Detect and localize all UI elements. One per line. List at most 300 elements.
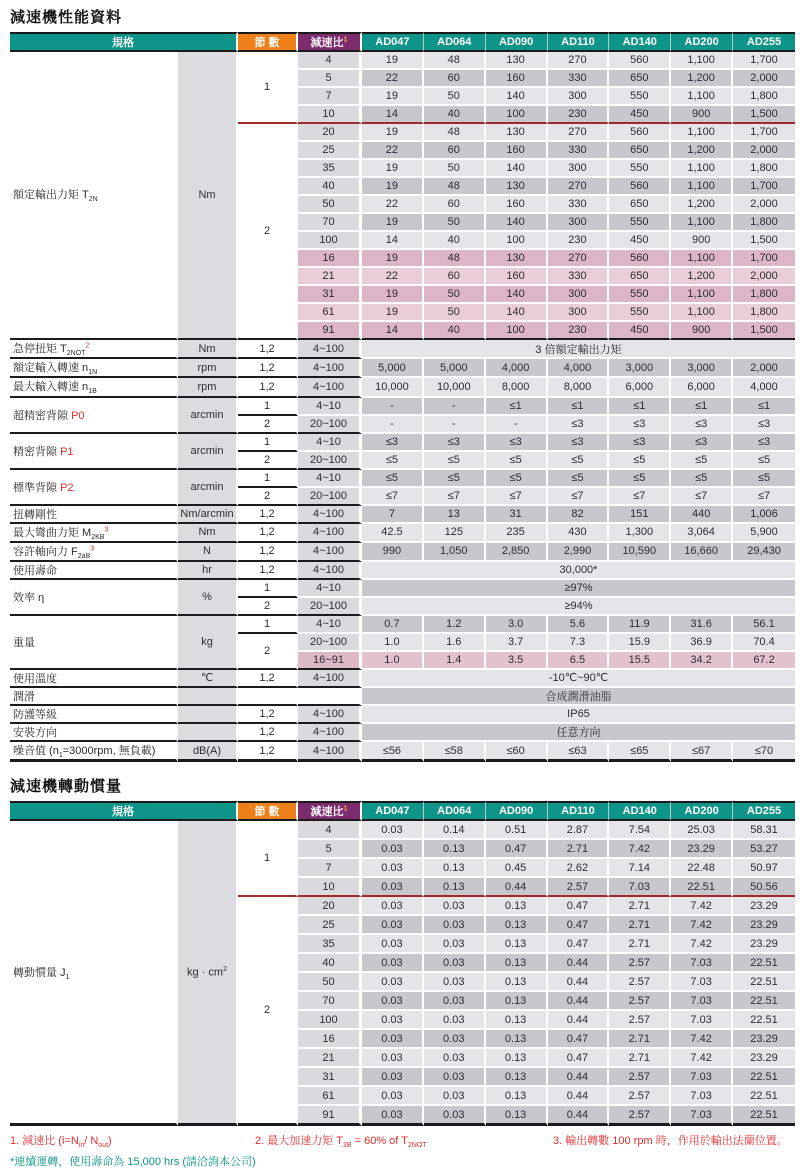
value-cell: 0.47	[486, 840, 548, 859]
value-cell: 140	[486, 160, 548, 178]
spec-label-cell: 最大輸入轉速 $n_{1B}$	[10, 378, 178, 397]
column-header-model-AD064: AD064	[424, 801, 486, 821]
value-cell: 125	[424, 524, 486, 543]
value-cell: ≤3	[424, 434, 486, 452]
value-cell: 1.4	[424, 652, 486, 670]
value-cell: 0.13	[486, 1087, 548, 1106]
value-cell: 2.87	[548, 821, 610, 840]
value-cell: 130	[486, 52, 548, 70]
value-cell: 2.71	[609, 935, 671, 954]
value-cell: 19	[362, 304, 424, 322]
ratio-footnote-marker: 1	[343, 805, 348, 813]
value-cell: 3.7	[486, 634, 548, 652]
value-cell: 22.51	[733, 1011, 795, 1030]
ratio-cell: 100	[298, 1011, 362, 1030]
value-cell: 19	[362, 214, 424, 232]
ratio-cell: 4	[298, 821, 362, 840]
value-cell: 7.42	[671, 916, 733, 935]
value-cell: 82	[548, 506, 610, 524]
unit-cell: Nm	[178, 340, 238, 359]
value-cell: 330	[548, 196, 610, 214]
spec-label-cell: 容許軸向力 $F_{2aB}^3$	[10, 543, 178, 562]
unit-cell: arcmin	[178, 398, 238, 434]
value-cell: 3,064	[671, 524, 733, 543]
value-cell: ≤63	[548, 742, 610, 762]
value-cell: 1,800	[733, 214, 795, 232]
value-cell: 1,100	[671, 214, 733, 232]
value-cell: ≤7	[362, 488, 424, 506]
value-cell: 450	[609, 322, 671, 340]
value-cell: 0.13	[486, 973, 548, 992]
value-cell: 0.03	[424, 1011, 486, 1030]
value-cell: 0.03	[424, 954, 486, 973]
ratio-cell: 4~10	[298, 398, 362, 416]
performance-table-title: 減速機性能資料	[10, 9, 123, 26]
stage-cell: 1,2	[238, 506, 298, 524]
value-cell: 550	[609, 214, 671, 232]
unit-cell: ℃	[178, 670, 238, 688]
ratio-cell: 4~100	[298, 524, 362, 543]
value-cell: 2,850	[486, 543, 548, 562]
value-cell: 560	[609, 124, 671, 142]
value-cell: 6,000	[609, 378, 671, 397]
ratio-cell: 100	[298, 232, 362, 250]
value-cell: -	[424, 416, 486, 434]
value-cell: 0.13	[486, 1106, 548, 1126]
value-cell: 2,000	[733, 359, 795, 378]
value-cell: 40	[424, 232, 486, 250]
ratio-cell: 35	[298, 160, 362, 178]
value-cell: 0.44	[548, 992, 610, 1011]
value-cell: 0.03	[424, 1049, 486, 1068]
value-cell: 0.7	[362, 616, 424, 634]
ratio-cell: 4~10	[298, 434, 362, 452]
value-cell: 270	[548, 52, 610, 70]
value-cell: 0.44	[548, 1106, 610, 1126]
ratio-cell: 4~100	[298, 340, 362, 359]
value-cell: 1.0	[362, 652, 424, 670]
stage-cell: 1	[238, 580, 298, 598]
value-cell: 60	[424, 70, 486, 88]
value-cell: 1,006	[733, 506, 795, 524]
stage-cell	[238, 688, 298, 706]
value-cell: ≤7	[424, 488, 486, 506]
value-cell: 0.03	[362, 859, 424, 878]
unit-cell: Nm	[178, 524, 238, 543]
value-cell: 100	[486, 322, 548, 340]
ratio-cell: 16~91	[298, 652, 362, 670]
value-cell: 160	[486, 70, 548, 88]
stage-cell: 2	[238, 897, 298, 1126]
value-cell: 50	[424, 286, 486, 304]
spec-label-cell: 使用溫度	[10, 670, 178, 688]
column-header-model-AD255: AD255	[733, 32, 795, 52]
value-cell: 2,000	[733, 142, 795, 160]
value-cell: 140	[486, 88, 548, 106]
value-cell: 15.5	[609, 652, 671, 670]
spec-label-cell: 扭轉剛性	[10, 506, 178, 524]
value-cell: 48	[424, 124, 486, 142]
value-cell: 16,660	[671, 543, 733, 562]
value-cell: 550	[609, 160, 671, 178]
value-cell: 2.71	[609, 1049, 671, 1068]
spanning-value-cell: 3 倍額定輸出力矩	[362, 340, 795, 359]
value-cell: 1,200	[671, 70, 733, 88]
value-cell: 0.03	[362, 1106, 424, 1126]
ratio-cell: 91	[298, 1106, 362, 1126]
value-cell: 31.6	[671, 616, 733, 634]
value-cell: 235	[486, 524, 548, 543]
ratio-cell: 20~100	[298, 452, 362, 470]
value-cell: ≤7	[486, 488, 548, 506]
unit-cell: rpm	[178, 378, 238, 397]
value-cell: 2.57	[609, 954, 671, 973]
value-cell: 0.13	[486, 1068, 548, 1087]
value-cell: 1,500	[733, 106, 795, 124]
value-cell: 1,100	[671, 52, 733, 70]
value-cell: 0.03	[362, 954, 424, 973]
value-cell: 300	[548, 304, 610, 322]
value-cell: 130	[486, 124, 548, 142]
value-cell: 0.44	[486, 878, 548, 897]
value-cell: 1,700	[733, 250, 795, 268]
ratio-cell: 16	[298, 1030, 362, 1049]
value-cell: 0.03	[362, 935, 424, 954]
value-cell: 19	[362, 124, 424, 142]
value-cell: -	[424, 398, 486, 416]
value-cell: 0.03	[362, 1030, 424, 1049]
stage-cell: 2	[238, 124, 298, 340]
ratio-footnote-marker: 1	[343, 36, 348, 44]
value-cell: 990	[362, 543, 424, 562]
value-cell: 7.03	[671, 954, 733, 973]
value-cell: 42.5	[362, 524, 424, 543]
value-cell: ≤3	[548, 416, 610, 434]
value-cell: ≤3	[671, 434, 733, 452]
value-cell: 650	[609, 268, 671, 286]
value-cell: 0.13	[424, 840, 486, 859]
value-cell: ≤65	[609, 742, 671, 762]
value-cell: 0.47	[548, 935, 610, 954]
ratio-cell: 50	[298, 973, 362, 992]
value-cell: 22.51	[733, 1106, 795, 1126]
value-cell: 0.13	[486, 897, 548, 916]
ratio-cell: 4~100	[298, 670, 362, 688]
footnote-1: 1. 減速比 ($i=N_{in}/$ $N_{out}$)	[10, 1135, 112, 1150]
value-cell: 140	[486, 286, 548, 304]
value-cell: 0.47	[548, 897, 610, 916]
value-cell: 25.03	[671, 821, 733, 840]
value-cell: 23.29	[733, 1030, 795, 1049]
value-cell: -	[362, 398, 424, 416]
value-cell: ≤5	[424, 452, 486, 470]
value-cell: 0.03	[362, 840, 424, 859]
value-cell: 300	[548, 160, 610, 178]
value-cell: 15.9	[609, 634, 671, 652]
value-cell: 22.48	[671, 859, 733, 878]
ratio-cell: 10	[298, 106, 362, 124]
value-cell: 270	[548, 250, 610, 268]
ratio-cell: 25	[298, 916, 362, 935]
value-cell: 0.13	[486, 916, 548, 935]
stage-cell: 1,2	[238, 543, 298, 562]
column-header-model-AD255: AD255	[733, 801, 795, 821]
value-cell: 40	[424, 322, 486, 340]
stage-cell: 1	[238, 821, 298, 897]
value-cell: 1,100	[671, 160, 733, 178]
value-cell: ≤5	[362, 452, 424, 470]
value-cell: 560	[609, 52, 671, 70]
value-cell: 300	[548, 88, 610, 106]
value-cell: 11.9	[609, 616, 671, 634]
value-cell: 0.14	[424, 821, 486, 840]
value-cell: 1,700	[733, 124, 795, 142]
column-header-model-AD110: AD110	[548, 801, 610, 821]
column-header-stages: 節 數	[238, 32, 298, 52]
inertia-table	[10, 801, 795, 1126]
value-cell: 0.51	[486, 821, 548, 840]
value-cell: 100	[486, 232, 548, 250]
value-cell: 0.13	[486, 1011, 548, 1030]
ratio-cell: 4~100	[298, 359, 362, 378]
value-cell: 19	[362, 286, 424, 304]
value-cell: ≤5	[362, 470, 424, 488]
value-cell: 60	[424, 196, 486, 214]
value-cell: 0.44	[548, 973, 610, 992]
value-cell: 560	[609, 250, 671, 268]
unit-cell: N	[178, 543, 238, 562]
inertia-table-title: 減速機轉動慣量	[10, 778, 123, 796]
value-cell: 550	[609, 286, 671, 304]
ratio-cell: 4~100	[298, 724, 362, 742]
value-cell: 0.13	[424, 859, 486, 878]
value-cell: 7	[362, 506, 424, 524]
value-cell: 0.45	[486, 859, 548, 878]
column-header-ratio	[298, 801, 362, 821]
value-cell: 0.03	[424, 1030, 486, 1049]
stage-cell: 1,2	[238, 724, 298, 742]
column-header-stages: 節 數	[238, 801, 298, 821]
spanning-value-cell: 30,000*	[362, 562, 795, 580]
value-cell: 58.31	[733, 821, 795, 840]
value-cell: 14	[362, 322, 424, 340]
value-cell: 0.13	[486, 954, 548, 973]
value-cell: 1,100	[671, 286, 733, 304]
value-cell: 5,000	[424, 359, 486, 378]
stage-cell: 2	[238, 488, 298, 506]
value-cell: 19	[362, 250, 424, 268]
value-cell: 0.03	[424, 1106, 486, 1126]
value-cell: 48	[424, 52, 486, 70]
value-cell: 160	[486, 268, 548, 286]
stage-cell: 1,2	[238, 562, 298, 580]
value-cell: 7.03	[671, 1087, 733, 1106]
spec-label-cell: 噪音值 ($n_1=3000rpm$, 無負載)	[10, 742, 178, 762]
ratio-cell: 4~100	[298, 742, 362, 762]
value-cell: 550	[609, 304, 671, 322]
unit-cell: Nm/arcmin	[178, 506, 238, 524]
ratio-cell: 21	[298, 268, 362, 286]
value-cell: 0.03	[362, 973, 424, 992]
value-cell: 56.1	[733, 616, 795, 634]
column-header-spec: 規格	[10, 32, 238, 52]
ratio-cell: 10	[298, 878, 362, 897]
spanning-value-cell: -10℃~90℃	[362, 670, 795, 688]
value-cell: ≤1	[486, 398, 548, 416]
value-cell: 14	[362, 106, 424, 124]
value-cell: 6.5	[548, 652, 610, 670]
value-cell: 22	[362, 268, 424, 286]
value-cell: -	[362, 416, 424, 434]
ratio-cell: 70	[298, 992, 362, 1011]
value-cell: ≤5	[486, 452, 548, 470]
value-cell: 300	[548, 214, 610, 232]
value-cell: ≤1	[671, 398, 733, 416]
value-cell: 22.51	[733, 992, 795, 1011]
value-cell: 10,590	[609, 543, 671, 562]
spanning-value-cell: 任意方向	[362, 724, 795, 742]
value-cell: 22	[362, 142, 424, 160]
spec-label-cell: 潤滑	[10, 688, 178, 706]
spec-label-cell: 急停扭矩 $T_{2NOT}^2$	[10, 340, 178, 359]
value-cell: 50	[424, 214, 486, 232]
value-cell: -	[486, 416, 548, 434]
value-cell: 1,500	[733, 322, 795, 340]
value-cell: 8,000	[548, 378, 610, 397]
value-cell: ≤67	[671, 742, 733, 762]
value-cell: ≤3	[486, 434, 548, 452]
value-cell: 0.03	[424, 1068, 486, 1087]
value-cell: 2.71	[609, 916, 671, 935]
value-cell: 0.03	[362, 897, 424, 916]
spanning-value-cell: 合成潤滑油脂	[362, 688, 795, 706]
column-header-model-AD140: AD140	[609, 32, 671, 52]
value-cell: 31	[486, 506, 548, 524]
ratio-cell: 4~100	[298, 543, 362, 562]
footnote-star: *連續運轉，使用壽命為 15,000 hrs (請洽詢本公司)	[10, 1156, 256, 1169]
value-cell: 0.03	[424, 916, 486, 935]
value-cell: 0.13	[486, 935, 548, 954]
value-cell: 1,100	[671, 88, 733, 106]
value-cell: 23.29	[671, 840, 733, 859]
unit-cell: kg · $cm^2$	[178, 821, 238, 1126]
value-cell: 0.03	[424, 935, 486, 954]
value-cell: 0.03	[362, 992, 424, 1011]
unit-cell: %	[178, 580, 238, 616]
column-header-ratio	[298, 32, 362, 52]
value-cell: 560	[609, 178, 671, 196]
value-cell: 1,700	[733, 52, 795, 70]
unit-cell	[178, 688, 238, 706]
value-cell: 10,000	[424, 378, 486, 397]
value-cell: 1,100	[671, 124, 733, 142]
value-cell: 0.47	[548, 916, 610, 935]
value-cell: 7.54	[609, 821, 671, 840]
value-cell: 2.57	[609, 992, 671, 1011]
column-header-model-AD140: AD140	[609, 801, 671, 821]
value-cell: 1.6	[424, 634, 486, 652]
spec-label-cell: 效率 η	[10, 580, 178, 616]
value-cell: 1,100	[671, 304, 733, 322]
value-cell: 1.2	[424, 616, 486, 634]
value-cell: 7.42	[671, 897, 733, 916]
value-cell: 0.44	[548, 1068, 610, 1087]
value-cell: 60	[424, 268, 486, 286]
ratio-cell: 31	[298, 286, 362, 304]
value-cell: ≤3	[733, 416, 795, 434]
value-cell: 23.29	[733, 916, 795, 935]
value-cell: 140	[486, 304, 548, 322]
value-cell: 5,000	[362, 359, 424, 378]
ratio-header-label: 減速比	[310, 37, 344, 49]
column-header-spec: 規格	[10, 801, 238, 821]
value-cell: 19	[362, 178, 424, 196]
value-cell: 7.03	[671, 1068, 733, 1087]
value-cell: 50.97	[733, 859, 795, 878]
value-cell: 900	[671, 322, 733, 340]
value-cell: 29,430	[733, 543, 795, 562]
value-cell: 50.56	[733, 878, 795, 897]
value-cell: 1,500	[733, 232, 795, 250]
spec-label-cell: 安裝方向	[10, 724, 178, 742]
ratio-cell: 40	[298, 178, 362, 196]
value-cell: 270	[548, 178, 610, 196]
value-cell: 70.4	[733, 634, 795, 652]
value-cell: 50	[424, 304, 486, 322]
value-cell: 23.29	[733, 1049, 795, 1068]
value-cell: 0.44	[548, 1087, 610, 1106]
ratio-cell: 4~10	[298, 470, 362, 488]
value-cell: ≤3	[609, 416, 671, 434]
value-cell: 67.2	[733, 652, 795, 670]
value-cell: 5,900	[733, 524, 795, 543]
value-cell: 0.47	[548, 1030, 610, 1049]
value-cell: 0.44	[548, 1011, 610, 1030]
unit-cell: arcmin	[178, 470, 238, 506]
value-cell: 100	[486, 106, 548, 124]
value-cell: ≤5	[671, 452, 733, 470]
value-cell: 0.03	[362, 1087, 424, 1106]
ratio-cell	[298, 688, 362, 706]
stage-cell: 1	[238, 434, 298, 452]
value-cell: ≤5	[609, 470, 671, 488]
unit-cell: dB(A)	[178, 742, 238, 762]
column-header-model-AD047: AD047	[362, 32, 424, 52]
value-cell: 0.03	[424, 973, 486, 992]
value-cell: ≤3	[671, 416, 733, 434]
column-header-model-AD090: AD090	[486, 32, 548, 52]
value-cell: ≤3	[548, 434, 610, 452]
value-cell: 330	[548, 70, 610, 88]
value-cell: ≤7	[671, 488, 733, 506]
value-cell: 23.29	[733, 897, 795, 916]
value-cell: 0.03	[424, 992, 486, 1011]
value-cell: 2.57	[548, 878, 610, 897]
stage-cell: 2	[238, 452, 298, 470]
ratio-cell: 4	[298, 52, 362, 70]
spec-label-cell: 超精密背隙 P0	[10, 398, 178, 434]
value-cell: 1,800	[733, 160, 795, 178]
value-cell: 2.71	[609, 897, 671, 916]
unit-cell: kg	[178, 616, 238, 670]
value-cell: 151	[609, 506, 671, 524]
value-cell: 300	[548, 286, 610, 304]
stage-cell: 1	[238, 470, 298, 488]
value-cell: ≤7	[609, 488, 671, 506]
value-cell: 48	[424, 178, 486, 196]
stage-cell: 1,2	[238, 524, 298, 543]
value-cell: ≤5	[671, 470, 733, 488]
